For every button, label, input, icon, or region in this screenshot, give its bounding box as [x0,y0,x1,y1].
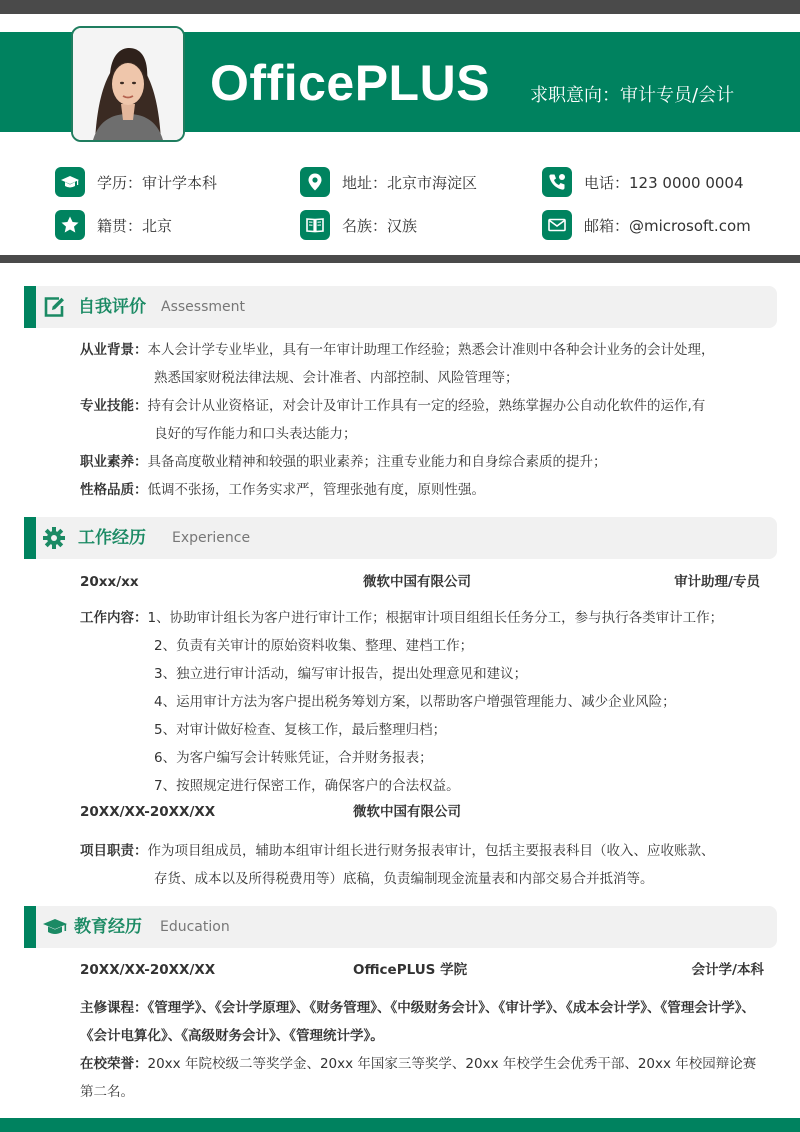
education-school: OfficePLUS 学院 [353,962,468,978]
graduation-cap-icon [55,167,85,197]
job2-header [80,798,770,826]
job-intent: 求职意向：审计专员/会计 [530,85,735,106]
section-title: 自我评价 [78,297,146,317]
section-title: 工作经历 [78,528,146,548]
job1-company: 微软中国有限公司 [363,574,471,590]
section-title: 教育经历 [74,917,142,937]
separator-dark-bar [0,255,800,263]
job2-duty-cont: 存货、成本以及所得税费用等）底稿，负责编制现金流量表和内部交易合并抵消等。 [154,871,654,887]
info-ethnicity-text: 名族：汉族 [342,216,418,235]
info-hometown-text: 籍贯：北京 [97,216,173,235]
section-header-experience [24,517,777,559]
education-header [80,956,770,984]
star-icon [55,210,85,240]
section-title-en: Education [160,919,230,935]
info-address-text: 地址：北京市海淀区 [342,173,478,192]
info-phone-text: 电话：123 0000 0004 [584,173,744,192]
education-courses-cont: 《会计电算化》、《高级财务会计》、《管理统计学》。 [80,1028,384,1044]
job1-duty: 3、独立进行审计活动，编写审计报告，提出处理意见和建议； [154,666,528,682]
section-title-en: Assessment [161,299,245,315]
job1-header [80,568,770,596]
job2-company: 微软中国有限公司 [353,804,461,820]
education-honors-cont: 第二名。 [80,1084,134,1100]
mail-icon [542,210,572,240]
section-accent [24,517,36,559]
job1-duty: 5、对审计做好检查、复核工作，最后整理归档； [154,722,447,738]
section-title-en: Experience [172,530,251,546]
location-pin-icon [300,167,330,197]
job1-duty: 工作内容：1、协助审计组长为客户进行审计工作；根据审计项目组组长任务分工，参与执行各类审计工作； [80,610,724,626]
job1-duty: 2、负责有关审计的原始资料收集、整理、建档工作； [154,638,474,654]
assessment-item: 性格品质：低调不张扬，工作务实求严，管理张弛有度，原则性强。 [80,482,485,498]
job1-role: 审计助理/专员 [674,574,760,590]
education-honors: 在校荣誉：20xx 年院校级二等奖学金、20xx 年国家三等奖学、20xx 年校学生会优秀干部、20xx 年校园辩论赛 [80,1056,757,1072]
job1-duty: 4、运用审计方法为客户提出税务筹划方案，以帮助客户增强管理能力、减少企业风险； [154,694,676,710]
info-education [55,167,217,197]
section-header-education [24,906,777,948]
assessment-item-cont: 熟悉国家财税法律法规、会计准者、内部控制、风险管理等； [154,370,519,386]
section-accent [24,286,36,328]
footer-band [0,1118,800,1132]
section-header-assessment [24,286,777,328]
assessment-item-cont: 良好的写作能力和口头表达能力； [154,426,357,442]
section-accent [24,906,36,948]
book-icon [300,210,330,240]
info-phone [542,167,744,197]
graduation-cap-icon [42,915,66,939]
info-email-text: 邮箱：@microsoft.com [584,216,751,235]
profile-photo [71,26,185,142]
info-ethnicity [300,210,417,240]
top-dark-bar [0,0,800,14]
education-degree: 会计学/本科 [691,962,764,978]
education-date: 20XX/XX-20XX/XX [80,962,216,978]
info-education-text: 学历：审计学本科 [97,173,218,192]
assessment-item: 职业素养：具备高度敬业精神和较强的职业素养；注重专业能力和自身综合素质的提升； [80,454,607,470]
gear-icon [42,526,66,550]
job1-duty: 6、为客户编写会计转账凭证，合并财务报表； [154,750,433,766]
phone-icon [542,167,572,197]
assessment-item: 专业技能：持有会计从业资格证，对会计及审计工作具有一定的经验，熟练掌握办公自动化软件的运作,有 [80,398,706,414]
edit-icon [42,295,66,319]
job2-date: 20XX/XX-20XX/XX [80,804,216,820]
job1-date: 20xx/xx [80,574,139,590]
education-courses: 主修课程：《管理学》、《会计学原理》、《财务管理》、《中级财务会计》、《审计学》、《成本会计学》、《管理会计学》、 [80,1000,755,1016]
info-address [300,167,477,197]
job2-duty: 项目职责：作为项目组成员，辅助本组审计组长进行财务报表审计，包括主要报表科目（收入、应收账款、 [80,843,715,859]
job1-duty: 7、按照规定进行保密工作，确保客户的合法权益。 [154,778,460,794]
assessment-item: 从业背景：本人会计学专业毕业，具有一年审计助理工作经验；熟悉会计准则中各种会计业务的会计处理， [80,342,715,358]
info-email [542,210,751,240]
brand-name: OfficePLUS [210,55,491,111]
info-hometown [55,210,172,240]
